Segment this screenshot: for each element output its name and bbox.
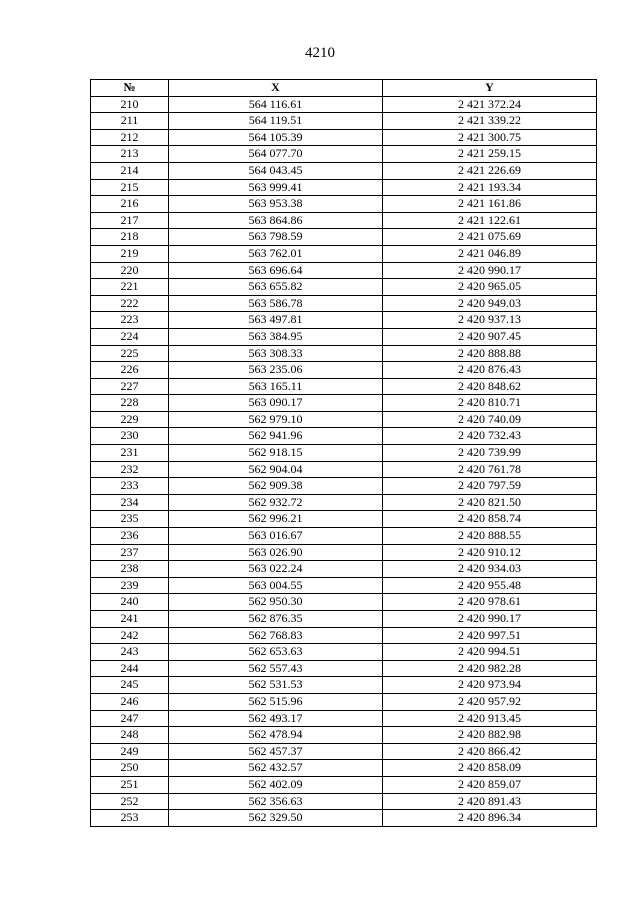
- table-row: [91, 312, 597, 329]
- header-x: X: [169, 80, 383, 97]
- table-row: [91, 245, 597, 262]
- table-row: [91, 212, 597, 229]
- x-coordinate-cell: 563 953.38: [169, 196, 383, 213]
- x-coordinate-cell: 563 384.95: [169, 328, 383, 345]
- x-coordinate-cell: 564 043.45: [169, 162, 383, 179]
- table-row: [91, 494, 597, 511]
- x-coordinate-cell: 562 478.94: [169, 727, 383, 744]
- point-number-cell: 211: [91, 113, 169, 130]
- x-coordinate-cell: 563 016.67: [169, 528, 383, 545]
- y-coordinate-cell: 2 420 858.09: [383, 760, 597, 777]
- table-row: [91, 428, 597, 445]
- y-coordinate-cell: 2 421 046.89: [383, 245, 597, 262]
- x-coordinate-cell: 562 979.10: [169, 411, 383, 428]
- point-number-cell: 231: [91, 445, 169, 462]
- y-coordinate-cell: 2 421 226.69: [383, 162, 597, 179]
- table-row: [91, 511, 597, 528]
- point-number-cell: 241: [91, 611, 169, 628]
- y-coordinate-cell: 2 420 937.13: [383, 312, 597, 329]
- x-coordinate-cell: 563 586.78: [169, 295, 383, 312]
- y-coordinate-cell: 2 420 910.12: [383, 544, 597, 561]
- table-row: [91, 528, 597, 545]
- x-coordinate-cell: 562 932.72: [169, 494, 383, 511]
- table-row: [91, 710, 597, 727]
- table-row: [91, 677, 597, 694]
- page-number: 4210: [305, 45, 335, 61]
- point-number-cell: 240: [91, 594, 169, 611]
- point-number-cell: 223: [91, 312, 169, 329]
- x-coordinate-cell: 563 762.01: [169, 245, 383, 262]
- table-row: [91, 345, 597, 362]
- y-coordinate-cell: 2 420 888.55: [383, 528, 597, 545]
- y-coordinate-cell: 2 420 761.78: [383, 461, 597, 478]
- table-header-row: [91, 80, 597, 97]
- x-coordinate-cell: 562 493.17: [169, 710, 383, 727]
- x-coordinate-cell: 563 696.64: [169, 262, 383, 279]
- y-coordinate-cell: 2 420 882.98: [383, 727, 597, 744]
- y-coordinate-cell: 2 420 990.17: [383, 611, 597, 628]
- y-coordinate-cell: 2 420 888.88: [383, 345, 597, 362]
- y-coordinate-cell: 2 420 858.74: [383, 511, 597, 528]
- y-coordinate-cell: 2 420 810.71: [383, 395, 597, 412]
- point-number-cell: 246: [91, 693, 169, 710]
- y-coordinate-cell: 2 420 848.62: [383, 378, 597, 395]
- point-number-cell: 252: [91, 793, 169, 810]
- point-number-cell: 253: [91, 810, 169, 827]
- table-row: [91, 561, 597, 578]
- x-coordinate-cell: 562 768.83: [169, 627, 383, 644]
- x-coordinate-cell: 563 798.59: [169, 229, 383, 246]
- y-coordinate-cell: 2 420 821.50: [383, 494, 597, 511]
- x-coordinate-cell: 562 950.30: [169, 594, 383, 611]
- table-row: [91, 279, 597, 296]
- x-coordinate-cell: 562 918.15: [169, 445, 383, 462]
- x-coordinate-cell: 562 356.63: [169, 793, 383, 810]
- x-coordinate-cell: 564 119.51: [169, 113, 383, 130]
- y-coordinate-cell: 2 421 300.75: [383, 129, 597, 146]
- point-number-cell: 229: [91, 411, 169, 428]
- point-number-cell: 216: [91, 196, 169, 213]
- y-coordinate-cell: 2 420 913.45: [383, 710, 597, 727]
- table-row: [91, 627, 597, 644]
- point-number-cell: 212: [91, 129, 169, 146]
- point-number-cell: 222: [91, 295, 169, 312]
- point-number-cell: 239: [91, 577, 169, 594]
- x-coordinate-cell: 562 876.35: [169, 611, 383, 628]
- y-coordinate-cell: 2 420 990.17: [383, 262, 597, 279]
- x-coordinate-cell: 563 864.86: [169, 212, 383, 229]
- point-number-cell: 232: [91, 461, 169, 478]
- point-number-cell: 242: [91, 627, 169, 644]
- y-coordinate-cell: 2 420 732.43: [383, 428, 597, 445]
- x-coordinate-cell: 563 026.90: [169, 544, 383, 561]
- table-row: [91, 395, 597, 412]
- table-row: [91, 129, 597, 146]
- y-coordinate-cell: 2 420 891.43: [383, 793, 597, 810]
- point-number-cell: 213: [91, 146, 169, 163]
- table-row: [91, 810, 597, 827]
- y-coordinate-cell: 2 420 896.34: [383, 810, 597, 827]
- y-coordinate-cell: 2 420 876.43: [383, 362, 597, 379]
- y-coordinate-cell: 2 420 978.61: [383, 594, 597, 611]
- header-y: Y: [383, 80, 597, 97]
- table-row: [91, 295, 597, 312]
- table-row: [91, 262, 597, 279]
- x-coordinate-cell: 562 941.96: [169, 428, 383, 445]
- point-number-cell: 248: [91, 727, 169, 744]
- table-row: [91, 660, 597, 677]
- point-number-cell: 214: [91, 162, 169, 179]
- y-coordinate-cell: 2 420 994.51: [383, 644, 597, 661]
- point-number-cell: 228: [91, 395, 169, 412]
- y-coordinate-cell: 2 421 122.61: [383, 212, 597, 229]
- point-number-cell: 219: [91, 245, 169, 262]
- y-coordinate-cell: 2 420 982.28: [383, 660, 597, 677]
- point-number-cell: 226: [91, 362, 169, 379]
- point-number-cell: 249: [91, 743, 169, 760]
- table-row: [91, 445, 597, 462]
- table-body: [91, 96, 597, 826]
- y-coordinate-cell: 2 420 949.03: [383, 295, 597, 312]
- point-number-cell: 250: [91, 760, 169, 777]
- table-row: [91, 478, 597, 495]
- x-coordinate-cell: 564 105.39: [169, 129, 383, 146]
- point-number-cell: 251: [91, 776, 169, 793]
- point-number-cell: 234: [91, 494, 169, 511]
- point-number-cell: 225: [91, 345, 169, 362]
- point-number-cell: 247: [91, 710, 169, 727]
- x-coordinate-cell: 562 904.04: [169, 461, 383, 478]
- table-row: [91, 411, 597, 428]
- coordinates-table: [90, 79, 597, 827]
- y-coordinate-cell: 2 420 740.09: [383, 411, 597, 428]
- table-row: [91, 461, 597, 478]
- x-coordinate-cell: 562 531.53: [169, 677, 383, 694]
- point-number-cell: 236: [91, 528, 169, 545]
- y-coordinate-cell: 2 421 259.15: [383, 146, 597, 163]
- x-coordinate-cell: 563 308.33: [169, 345, 383, 362]
- table-row: [91, 577, 597, 594]
- table-row: [91, 760, 597, 777]
- table-row: [91, 793, 597, 810]
- x-coordinate-cell: 562 557.43: [169, 660, 383, 677]
- x-coordinate-cell: 563 235.06: [169, 362, 383, 379]
- table-row: [91, 776, 597, 793]
- y-coordinate-cell: 2 420 859.07: [383, 776, 597, 793]
- x-coordinate-cell: 563 022.24: [169, 561, 383, 578]
- x-coordinate-cell: 563 497.81: [169, 312, 383, 329]
- table-row: [91, 113, 597, 130]
- header-number: №: [91, 80, 169, 97]
- x-coordinate-cell: 562 653.63: [169, 644, 383, 661]
- x-coordinate-cell: 563 004.55: [169, 577, 383, 594]
- y-coordinate-cell: 2 420 997.51: [383, 627, 597, 644]
- x-coordinate-cell: 562 402.09: [169, 776, 383, 793]
- table-row: [91, 693, 597, 710]
- y-coordinate-cell: 2 420 957.92: [383, 693, 597, 710]
- y-coordinate-cell: 2 421 161.86: [383, 196, 597, 213]
- point-number-cell: 245: [91, 677, 169, 694]
- point-number-cell: 235: [91, 511, 169, 528]
- x-coordinate-cell: 563 999.41: [169, 179, 383, 196]
- point-number-cell: 244: [91, 660, 169, 677]
- y-coordinate-cell: 2 420 866.42: [383, 743, 597, 760]
- y-coordinate-cell: 2 421 075.69: [383, 229, 597, 246]
- y-coordinate-cell: 2 420 907.45: [383, 328, 597, 345]
- y-coordinate-cell: 2 420 739.99: [383, 445, 597, 462]
- table-row: [91, 594, 597, 611]
- y-coordinate-cell: 2 421 339.22: [383, 113, 597, 130]
- point-number-cell: 220: [91, 262, 169, 279]
- x-coordinate-cell: 562 329.50: [169, 810, 383, 827]
- point-number-cell: 230: [91, 428, 169, 445]
- point-number-cell: 243: [91, 644, 169, 661]
- x-coordinate-cell: 563 165.11: [169, 378, 383, 395]
- point-number-cell: 224: [91, 328, 169, 345]
- point-number-cell: 238: [91, 561, 169, 578]
- y-coordinate-cell: 2 420 797.59: [383, 478, 597, 495]
- x-coordinate-cell: 564 077.70: [169, 146, 383, 163]
- table-row: [91, 362, 597, 379]
- x-coordinate-cell: 563 655.82: [169, 279, 383, 296]
- x-coordinate-cell: 562 432.57: [169, 760, 383, 777]
- table-row: [91, 196, 597, 213]
- table-row: [91, 727, 597, 744]
- table-row: [91, 611, 597, 628]
- table-row: [91, 328, 597, 345]
- point-number-cell: 217: [91, 212, 169, 229]
- table-row: [91, 229, 597, 246]
- x-coordinate-cell: 562 909.38: [169, 478, 383, 495]
- x-coordinate-cell: 563 090.17: [169, 395, 383, 412]
- point-number-cell: 221: [91, 279, 169, 296]
- point-number-cell: 218: [91, 229, 169, 246]
- x-coordinate-cell: 562 457.37: [169, 743, 383, 760]
- y-coordinate-cell: 2 420 965.05: [383, 279, 597, 296]
- x-coordinate-cell: 562 515.96: [169, 693, 383, 710]
- point-number-cell: 215: [91, 179, 169, 196]
- table-row: [91, 179, 597, 196]
- table-row: [91, 544, 597, 561]
- x-coordinate-cell: 562 996.21: [169, 511, 383, 528]
- table-row: [91, 146, 597, 163]
- table-row: [91, 644, 597, 661]
- y-coordinate-cell: 2 420 955.48: [383, 577, 597, 594]
- point-number-cell: 237: [91, 544, 169, 561]
- y-coordinate-cell: 2 421 372.24: [383, 96, 597, 113]
- point-number-cell: 210: [91, 96, 169, 113]
- y-coordinate-cell: 2 420 973.94: [383, 677, 597, 694]
- x-coordinate-cell: 564 116.61: [169, 96, 383, 113]
- y-coordinate-cell: 2 420 934.03: [383, 561, 597, 578]
- table-row: [91, 96, 597, 113]
- table-row: [91, 162, 597, 179]
- y-coordinate-cell: 2 421 193.34: [383, 179, 597, 196]
- point-number-cell: 227: [91, 378, 169, 395]
- table-row: [91, 378, 597, 395]
- table-row: [91, 743, 597, 760]
- point-number-cell: 233: [91, 478, 169, 495]
